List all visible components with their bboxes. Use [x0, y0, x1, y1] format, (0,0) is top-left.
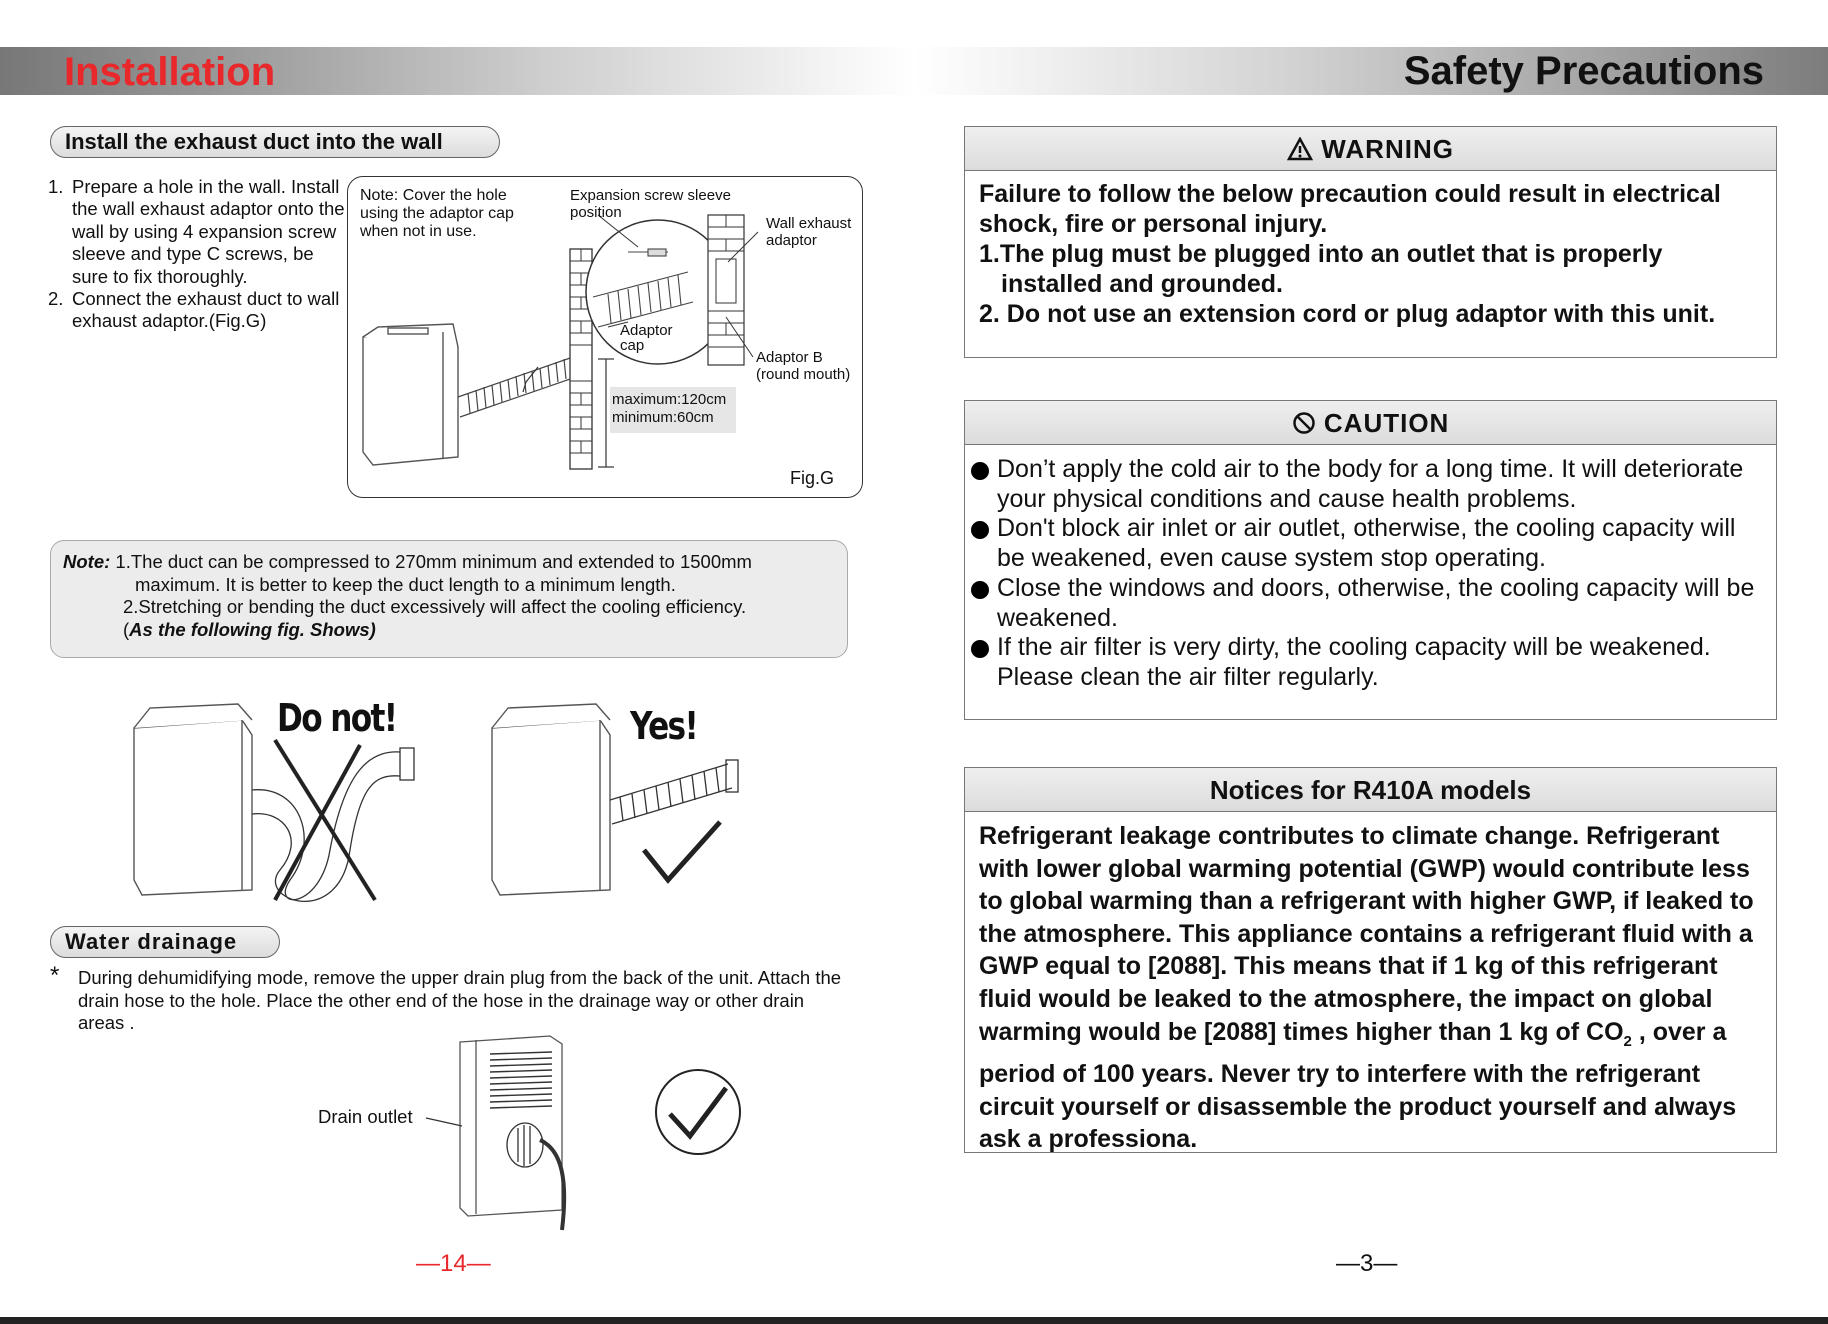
page-dash-icon: — — [1336, 1250, 1360, 1277]
prohibited-icon — [1292, 411, 1316, 435]
caution-text: Close the windows and doors, otherwise, the cooling capacity will be weakened. — [997, 573, 1755, 632]
step-number: 1. — [48, 176, 64, 197]
bottom-rule — [0, 1317, 1828, 1324]
unit-right — [492, 704, 610, 895]
page-number-value: 14 — [440, 1250, 467, 1277]
safety-header-bar — [914, 47, 1828, 95]
drain-instructions — [50, 962, 850, 1035]
notices-title: Notices for R410A models — [1209, 775, 1532, 805]
straight-duct — [610, 760, 738, 824]
caution-body — [965, 445, 1776, 703]
bullet-dot-icon — [971, 581, 989, 599]
bent-duct — [252, 748, 414, 901]
page-dash-icon: — — [1373, 1250, 1398, 1277]
caution-header — [965, 401, 1776, 445]
yes-label: Yes! — [630, 704, 698, 748]
caution-text: Don't block air inlet or air outlet, otherwise, the cooling capacity will be weakened, even cause system stop operating. — [997, 514, 1736, 573]
step-item — [48, 288, 348, 333]
notices-box — [964, 767, 1777, 1153]
step-number: 2. — [48, 288, 64, 310]
caution-text: Don’t apply the cold air to the body for a long time. It will deteriorate your physical conditions and cause health problems. — [997, 455, 1744, 513]
expansion-label: Expansion screw sleeve position — [570, 187, 731, 221]
step-text: Connect the exhaust duct to wall exhaust adaptor.(Fig.G) — [72, 288, 340, 332]
notices-text-1: Refrigerant leakage contributes to climate change. Refrigerant with lower global warming potential (GWP) would contribute less to global warming than a refrigerant with higher GWP, if leaked to the atmosphere. This appliance contains a refrigerant fluid with a GWP equal to [2088]. This means that if 1 kg of this refrigerant fluid would be leaked to the atmosphere, the impact on global warming would be [2088] times higher than 1 kg of CO — [979, 822, 1754, 1046]
check-mark-icon — [644, 822, 720, 880]
caution-bullet — [971, 633, 1770, 692]
notices-body — [965, 812, 1776, 1164]
min-label: minimum:60cm — [612, 409, 714, 426]
drain-text: During dehumidifying mode, remove the upper drain plug from the back of the unit. Attach the drain hose to the hole. Place the other end of the hose in the drainage way or other drain areas . — [78, 967, 842, 1033]
max-label: maximum:120cm — [612, 391, 727, 408]
figure-note: Note: Cover the hole using the adaptor cap when not in use. — [360, 187, 514, 240]
note-open-paren: ( — [123, 618, 130, 640]
caution-bullet — [971, 574, 1770, 633]
page-number-value: 3 — [1360, 1250, 1374, 1277]
warning-line: 2. Do not use an extension cord or plug adaptor with this unit. — [979, 300, 1716, 328]
duct-note-box — [50, 540, 848, 658]
warning-line: 1.The plug must be plugged into an outlet that is properly installed and grounded. — [979, 240, 1663, 298]
installation-header-bar — [0, 47, 914, 95]
page-dash-icon: — — [416, 1250, 440, 1277]
warning-triangle-icon — [1287, 137, 1313, 161]
note-line-4 — [63, 619, 835, 642]
step-text: Prepare a hole in the wall. Install the wall exhaust adaptor onto the wall by using 4 expansion screw sleeve and type C screws, be sure to fix thoroughly. — [72, 176, 345, 287]
notices-header — [965, 768, 1776, 812]
warning-header — [965, 127, 1776, 171]
adaptor-b-label: Adaptor B (round mouth) — [756, 349, 851, 383]
notices-subscript: 2 — [1623, 1032, 1632, 1050]
note-line-1 — [63, 551, 835, 574]
adaptor-cap-label: Adaptor cap — [620, 322, 673, 354]
right-page — [914, 0, 1828, 1324]
safety-header-title: Safety Precautions — [1403, 49, 1764, 93]
drain-illustration — [300, 1030, 760, 1240]
page-dash-icon: — — [466, 1250, 491, 1277]
warning-body — [965, 171, 1776, 337]
section-title-exhaust-duct: Install the exhaust duct into the wall — [50, 126, 500, 158]
warning-title: WARNING — [1321, 134, 1454, 164]
note-text-3: 2.Stretching or bending the duct excessively will affect the cooling efficiency. — [123, 596, 747, 617]
do-not-label: Do not! — [277, 696, 397, 740]
caution-bullet — [971, 514, 1770, 573]
caution-bullet — [971, 455, 1770, 514]
note-text-2: maximum. It is better to keep the duct length to a minimum length. — [135, 573, 676, 595]
caution-text: If the air filter is very dirty, the cooling capacity will be weakened. Please clean the air filter regularly. — [997, 633, 1711, 691]
asterisk-icon: * — [50, 962, 60, 989]
warning-box — [964, 126, 1777, 358]
caution-box — [964, 400, 1777, 720]
figure-caption: Fig.G — [790, 468, 835, 488]
warning-line: Failure to follow the below precaution could result in electrical shock, fire or personal injury. — [979, 180, 1721, 238]
caution-title: CAUTION — [1323, 408, 1450, 438]
note-prefix: Note: — [63, 551, 111, 572]
section-title-water-drainage: Water drainage — [50, 926, 280, 958]
drain-outlet-label: Drain outlet — [318, 1106, 413, 1127]
step-item — [48, 176, 348, 288]
notices-text-2: , over a period of 100 years. Never try to interfere with the refrigerant circuit yourself or disassemble the product yourself and always ask a professiona. — [979, 1017, 1737, 1154]
install-steps — [48, 176, 348, 333]
check-circle-icon — [656, 1070, 740, 1154]
unit-left — [134, 704, 252, 895]
note-emphasis: As the following fig. Shows) — [129, 618, 376, 640]
note-text-1: 1.The duct can be compressed to 270mm minimum and extended to 1500mm — [115, 551, 752, 572]
figure-g — [347, 176, 863, 498]
bullet-dot-icon — [971, 521, 989, 539]
page-number-left — [416, 1250, 491, 1278]
wall-exhaust-label: Wall exhaust adaptor — [766, 215, 852, 249]
cross-mark — [275, 740, 375, 900]
installation-header-title: Installation — [64, 50, 276, 94]
bullet-dot-icon — [971, 462, 989, 480]
bullet-dot-icon — [971, 640, 989, 658]
page-number-right — [1336, 1250, 1397, 1278]
